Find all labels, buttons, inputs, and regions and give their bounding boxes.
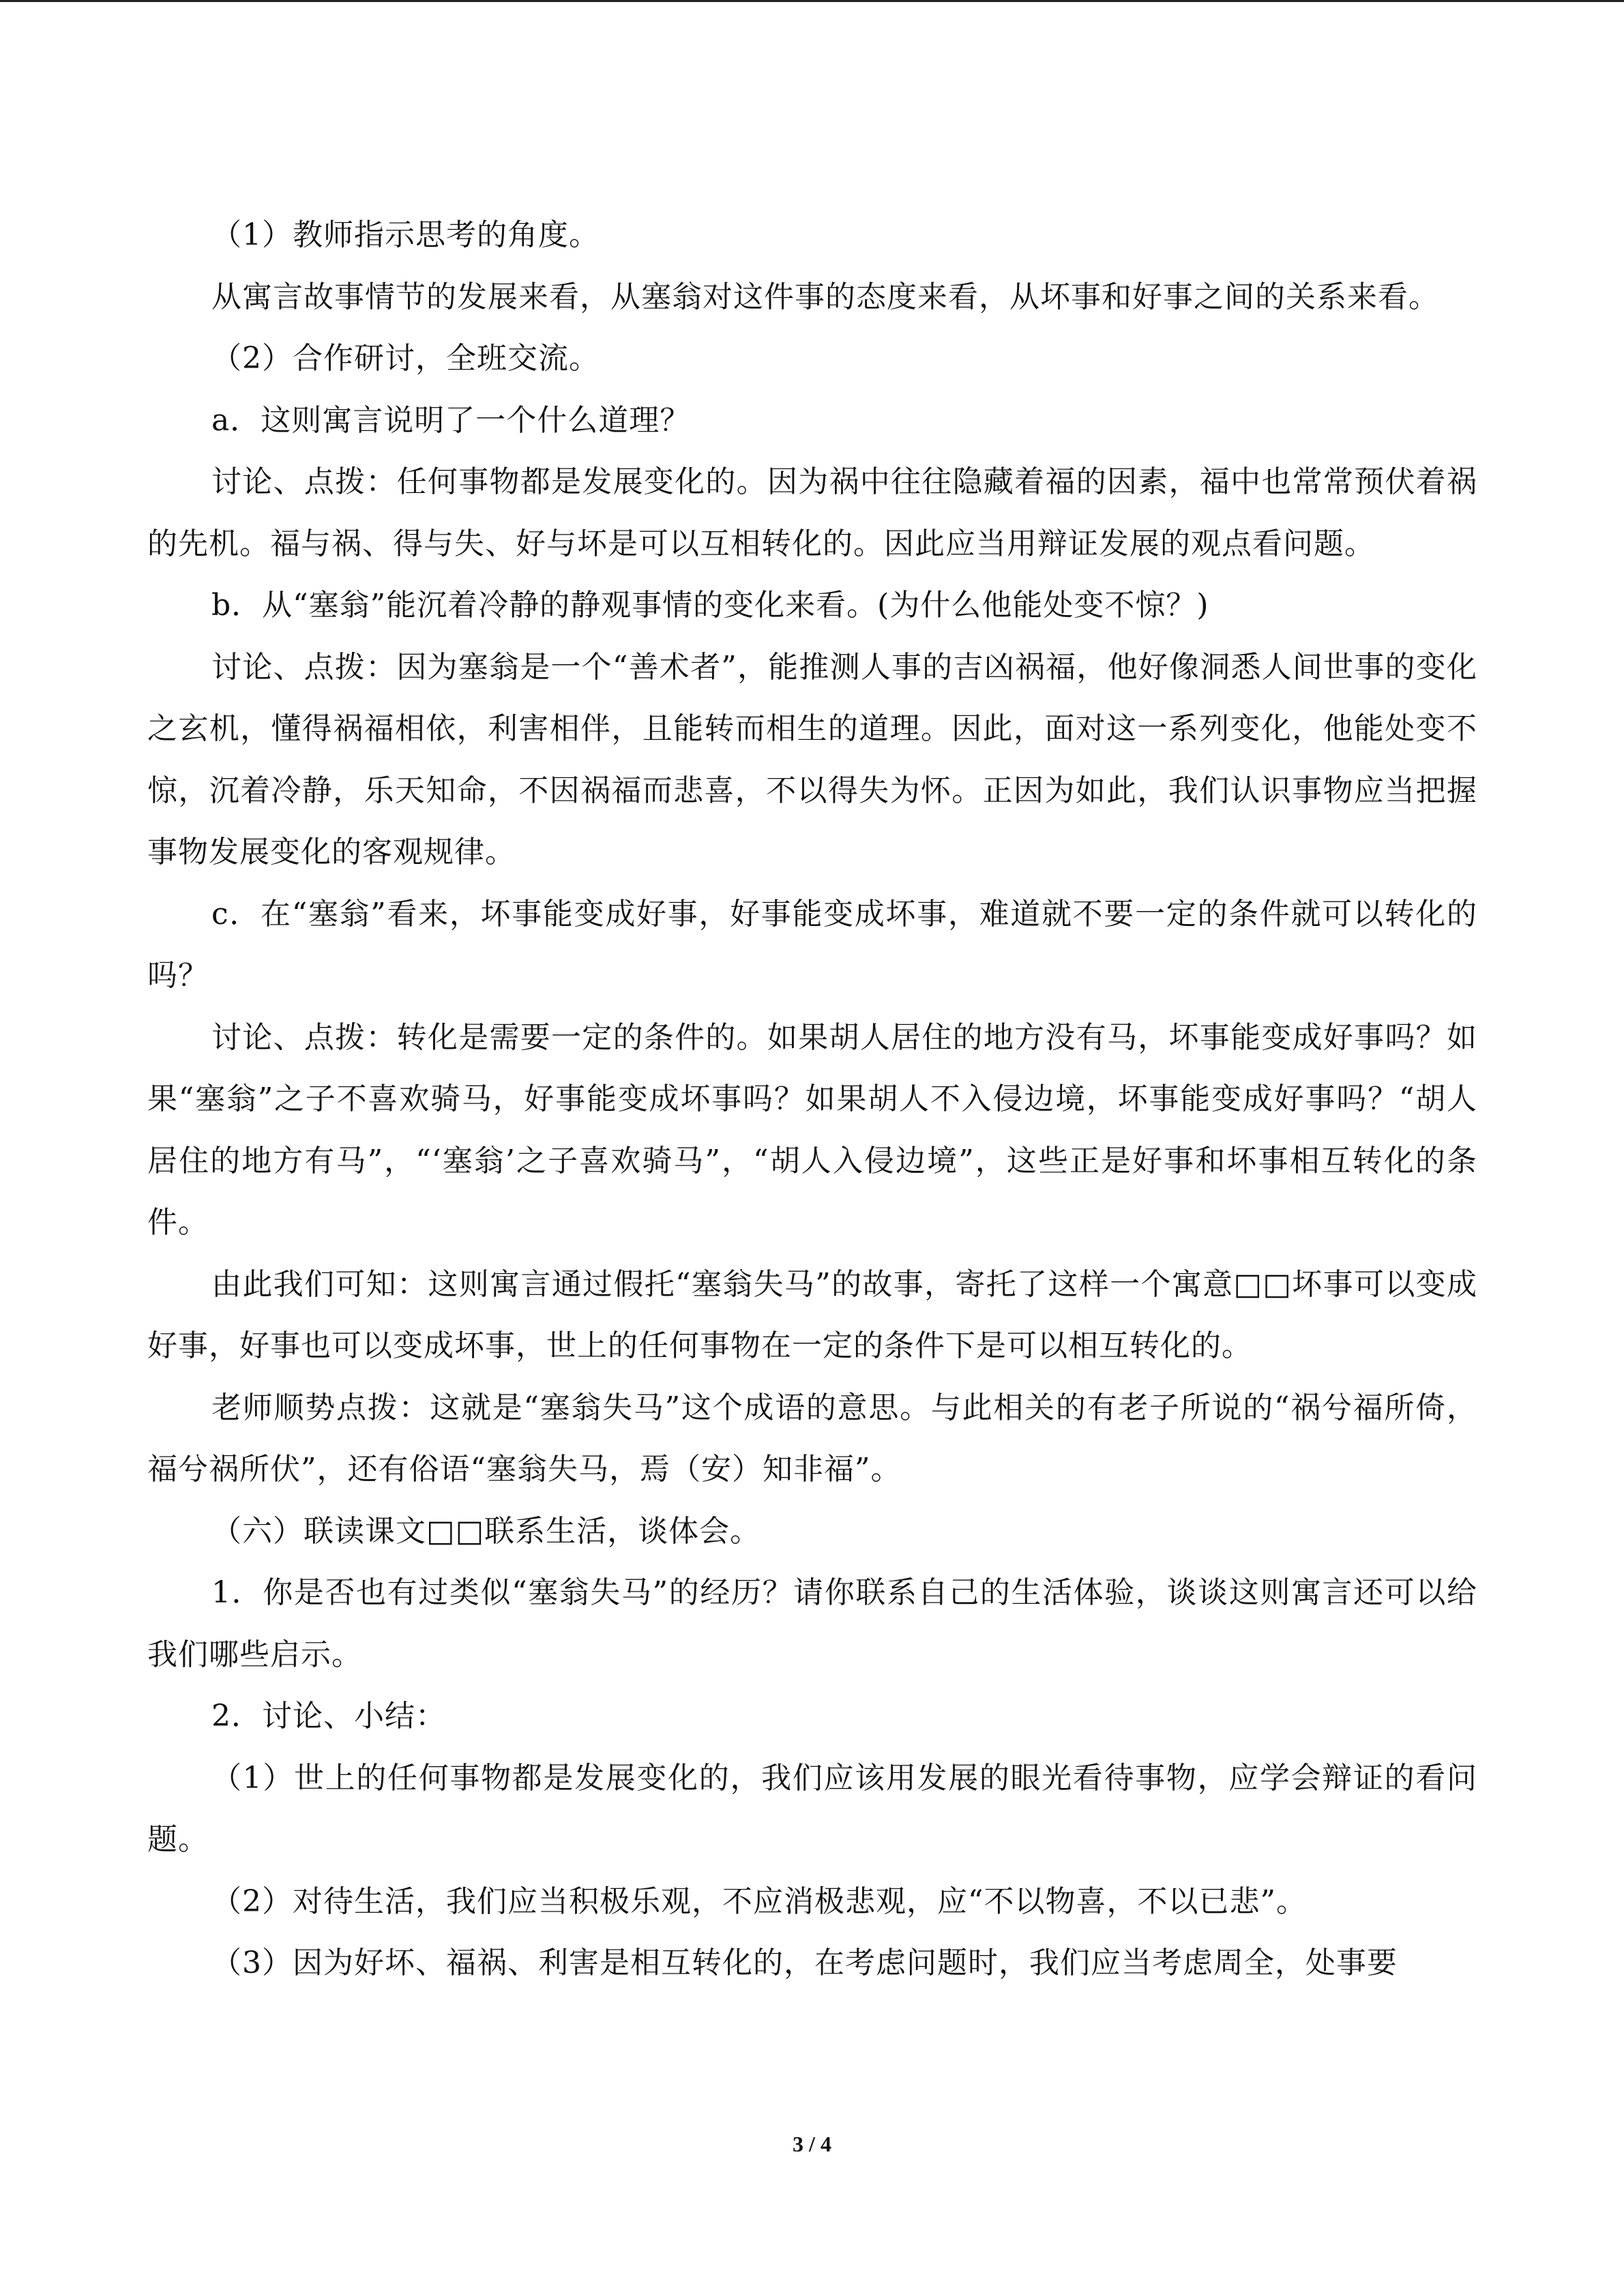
paragraph-question-c: c．在“塞翁”看来，坏事能变成好事，好事能变成坏事，难道就不要一定的条件就可以转化的吗？ — [147, 896, 1477, 993]
paragraph-perspectives: 从寓言故事情节的发展来看，从塞翁对这件事的态度来看，从坏事和好事之间的关系来看。 — [211, 279, 1439, 314]
paragraph-answer-a: 讨论、点拨：任何事物都是发展变化的。因为祸中往往隐藏着福的因素，福中也常常预伏着祸的先机。福与祸、得与失、好与坏是可以互相转化的。因此应当用辩证发展的观点看问题。 — [147, 464, 1477, 561]
paragraph-summary-2: （2）对待生活，我们应当积极乐观，不应消极悲观，应“不以物喜，不以已悲”。 — [211, 1883, 1307, 1919]
paragraph-question-a: a．这则寓言说明了一个什么道理？ — [211, 402, 691, 438]
paragraph-item-2: 2．讨论、小结： — [211, 1699, 446, 1733]
page-number: 3 / 4 — [793, 2132, 831, 2156]
paragraph-answer-c: 讨论、点拨：转化是需要一定的条件的。如果胡人居住的地方没有马，坏事能变成好事吗？如果“塞翁”之子不喜欢骑马，好事能变成坏事吗？如果胡人不入侵边境，坏事能变成好事吗？“胡人居住的地方有马”，“‘塞翁’之子喜欢骑马”，“胡人入侵边境”，这些正是好事和坏事相互转化的条件。 — [147, 1019, 1477, 1240]
paragraph-section-six: （六）联读课文□□联系生活，谈体会。 — [211, 1513, 761, 1549]
paragraph-answer-b: 讨论、点拨：因为塞翁是一个“善术者”，能推测人事的吉凶祸福，他好像洞悉人间世事的变化之玄机，懂得祸福相依，利害相伴，且能转而相生的道理。因此，面对这一系列变化，他能处变不惊，沉着冷静，乐天知命，不因祸福而悲喜，不以得失为怀。正因为如此，我们认识事物应当把握事物发展变化的客观规律。 — [147, 649, 1477, 869]
paragraph-moral: 由此我们可知：这则寓言通过假托“塞翁失马”的故事，寄托了这样一个寓意□□坏事可以变成好事，好事也可以变成坏事，世上的任何事物在一定的条件下是可以相互转化的。 — [147, 1266, 1477, 1363]
paragraph-summary-1: （1）世上的任何事物都是发展变化的，我们应该用发展的眼光看待事物，应学会辩证的看问题。 — [147, 1760, 1477, 1857]
paragraph-summary-3: （3）因为好坏、福祸、利害是相互转化的，在考虑问题时，我们应当考虑周全，处事要 — [211, 1945, 1398, 1980]
document-body — [147, 205, 1477, 1995]
paragraph-teacher-note: 老师顺势点拨：这就是“塞翁失马”这个成语的意思。与此相关的有老子所说的“祸兮福所倚，福兮祸所伏”，还有俗语“塞翁失马，焉（安）知非福”。 — [147, 1390, 1477, 1487]
paragraph-discussion-heading: （2）合作研讨，全班交流。 — [211, 341, 600, 376]
top-border-line — [0, 0, 1624, 2]
paragraph-thinking-angle: （1）教师指示思考的角度。 — [211, 218, 600, 252]
paragraph-question-b: b．从“塞翁”能沉着冷静的静观事情的变化来看。(为什么他能处变不惊？) — [211, 588, 1209, 623]
paragraph-item-1: 1．你是否也有过类似“塞翁失马”的经历？请你联系自己的生活体验，谈谈这则寓言还可以给我们哪些启示。 — [147, 1575, 1477, 1672]
